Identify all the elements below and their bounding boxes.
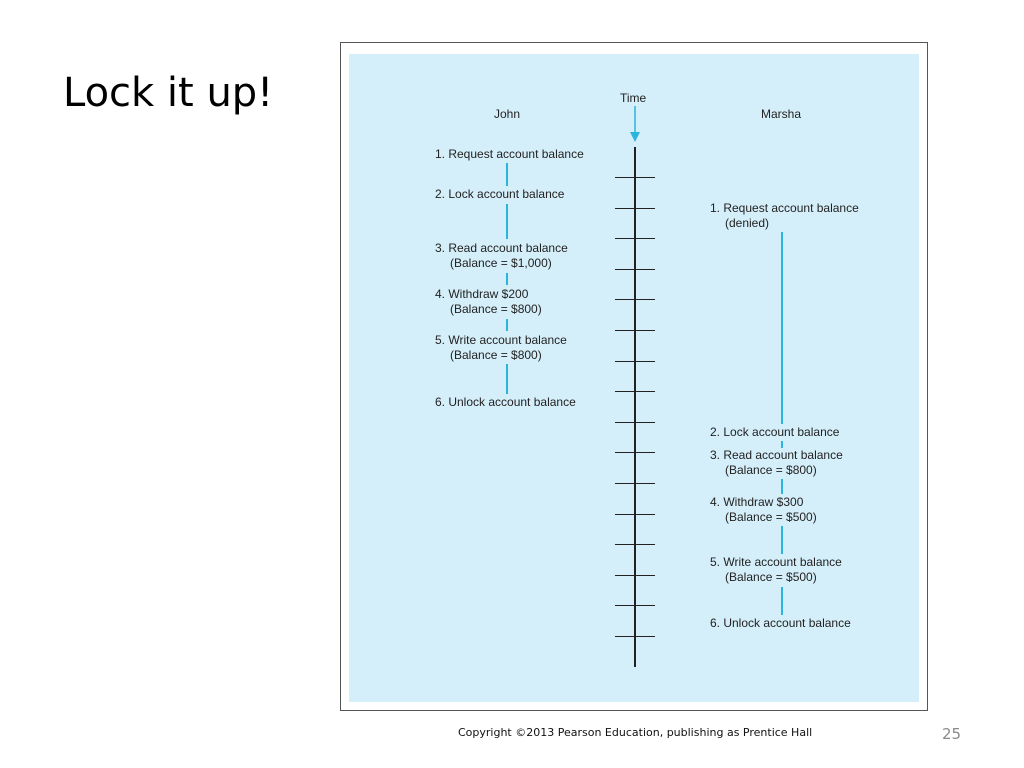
marsha-connector (781, 441, 783, 448)
john-step-3-detail: (Balance = $1,000) (450, 256, 552, 270)
marsha-step-1-text: 1. Request account balance (710, 201, 859, 215)
john-step-6 (435, 395, 576, 410)
marsha-step-3-text: 3. Read account balance (710, 448, 843, 462)
time-tick (615, 605, 655, 606)
time-tick (615, 361, 655, 362)
time-tick (615, 422, 655, 423)
john-step-2-text: 2. Lock account balance (435, 187, 565, 201)
john-step-3-text: 3. Read account balance (435, 241, 568, 255)
john-connector (506, 163, 508, 186)
marsha-step-5-text: 5. Write account balance (710, 555, 842, 569)
john-step-2 (435, 187, 564, 202)
page-number: 25 (942, 725, 962, 743)
time-tick (615, 177, 655, 178)
marsha-step-6 (710, 616, 851, 631)
marsha-connector (781, 526, 783, 554)
marsha-connector (781, 479, 783, 494)
diagram-panel (349, 54, 919, 702)
marsha-step-3 (710, 448, 843, 478)
john-step-6-text: 6. Unlock account balance (435, 395, 576, 409)
john-step-1 (435, 147, 584, 162)
marsha-step-4-detail: (Balance = $500) (725, 510, 817, 524)
time-tick (615, 452, 655, 453)
time-tick (615, 238, 655, 239)
john-step-5 (435, 333, 567, 363)
john-step-5-text: 5. Write account balance (435, 333, 567, 347)
marsha-connector (781, 587, 783, 615)
john-step-4 (435, 287, 542, 317)
copyright-notice: Copyright ©2013 Pearson Education, publishing as Prentice Hall (458, 726, 813, 739)
marsha-step-2-text: 2. Lock account balance (710, 425, 840, 439)
marsha-step-4 (710, 495, 817, 525)
time-axis (634, 147, 636, 667)
john-step-5-detail: (Balance = $800) (450, 348, 542, 362)
time-tick (615, 483, 655, 484)
marsha-step-2 (710, 425, 839, 440)
time-tick (615, 575, 655, 576)
john-connector (506, 204, 508, 239)
time-tick (615, 636, 655, 637)
john-step-1-text: 1. Request account balance (435, 147, 584, 161)
john-step-3 (435, 241, 568, 271)
time-tick (615, 514, 655, 515)
john-connector (506, 273, 508, 285)
marsha-step-1 (710, 201, 859, 231)
marsha-connector (781, 232, 783, 424)
time-tick (615, 208, 655, 209)
time-label: Time (620, 91, 647, 105)
marsha-step-5-detail: (Balance = $500) (725, 570, 817, 584)
john-step-4-detail: (Balance = $800) (450, 302, 542, 316)
slide-title: Lock it up! (63, 70, 274, 116)
john-connector (506, 319, 508, 331)
john-step-4-text: 4. Withdraw $200 (435, 287, 529, 301)
john-label: John (494, 107, 521, 121)
marsha-step-3-detail: (Balance = $800) (725, 463, 817, 477)
time-tick (615, 391, 655, 392)
marsha-step-1-detail: (denied) (725, 216, 770, 230)
marsha-step-4-text: 4. Withdraw $300 (710, 495, 804, 509)
figure-frame (340, 42, 928, 711)
time-tick (615, 544, 655, 545)
time-tick (615, 299, 655, 300)
time-arrow-icon (628, 106, 642, 146)
marsha-label: Marsha (761, 107, 802, 121)
john-connector (506, 364, 508, 394)
time-tick (615, 330, 655, 331)
marsha-step-6-text: 6. Unlock account balance (710, 616, 851, 630)
time-tick (615, 269, 655, 270)
marsha-step-5 (710, 555, 842, 585)
